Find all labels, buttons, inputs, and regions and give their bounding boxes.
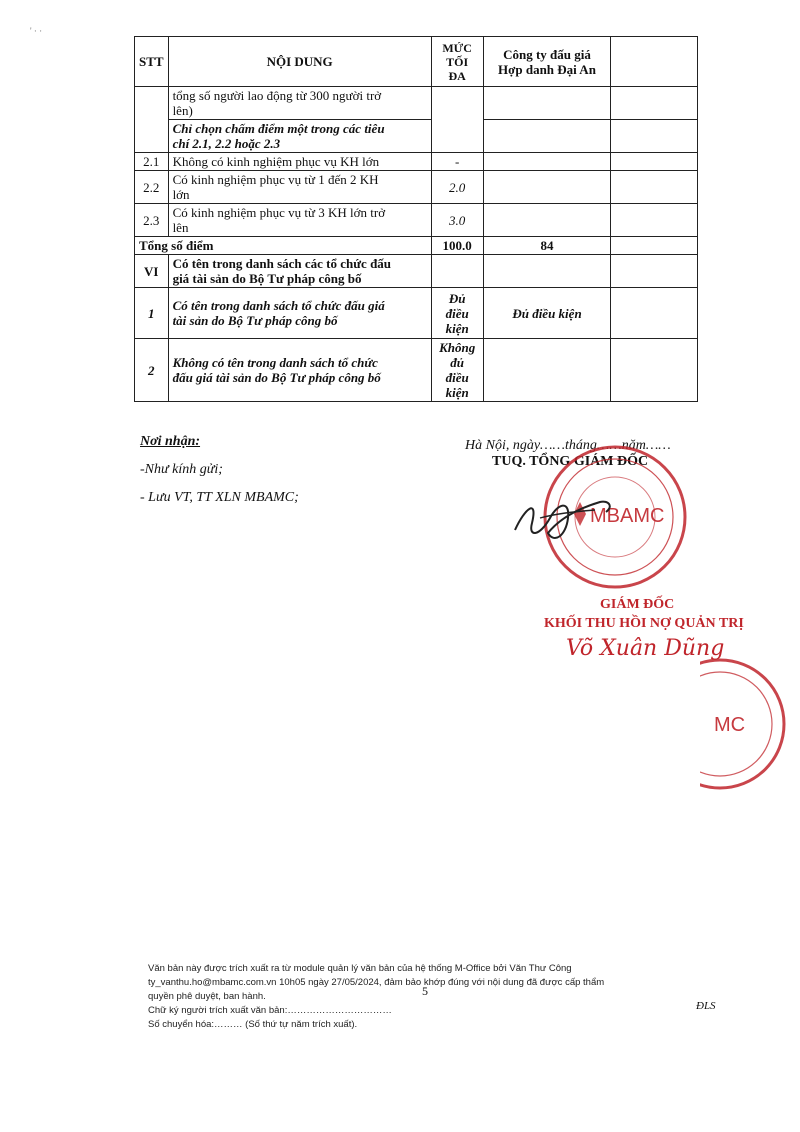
table-row-vi (135, 255, 698, 288)
signer-role-line2: KHỐI THU HỒI NỢ QUẢN TRỊ (544, 616, 744, 631)
table-row-2-1 (135, 153, 698, 171)
cell-stt: 2 (135, 339, 169, 402)
cell-content (168, 288, 431, 339)
cell-total-company: 84 (483, 237, 611, 255)
choose-line1: Chỉ chọn chấm điểm một trong các tiêu (172, 121, 385, 136)
cell-stt: 1 (135, 288, 169, 339)
header-company-line1: Công ty đấu giá (503, 46, 591, 62)
content-line2: giá tài sản do Bộ Tư pháp công bố (172, 271, 362, 286)
footer-line: quyền phê duyệt, ban hành. (148, 991, 266, 1002)
recipients-block (140, 428, 299, 512)
cell-extra-empty (611, 204, 698, 237)
content-line2: lên (172, 220, 189, 235)
header-max-line1: MỨC (442, 40, 472, 55)
cell-choose-note (168, 120, 431, 153)
cell-content (168, 204, 431, 237)
cell-max (431, 339, 483, 402)
table-row-continuation (135, 87, 698, 120)
cell-company: Đủ điều kiện (483, 288, 611, 339)
cell-content (168, 255, 431, 288)
cell-extra-empty (611, 153, 698, 171)
cell-extra-empty (611, 120, 698, 153)
cell-extra-empty (611, 87, 698, 120)
cell-max-empty (431, 255, 483, 288)
cell-company-empty (483, 339, 611, 402)
cell-continuation-text (168, 87, 431, 120)
cell-company-empty (483, 204, 611, 237)
partial-seal-icon (700, 656, 800, 796)
continuation-line1: tổng số người lao động từ 300 người trở (172, 88, 382, 103)
content-line2: lớn (172, 187, 190, 202)
handwritten-signature-icon (510, 488, 620, 548)
content-line2: tài sản do Bộ Tư pháp công bố (172, 313, 338, 328)
footer-note (148, 962, 648, 1032)
continuation-line2: lên) (172, 103, 193, 118)
header-max (431, 37, 483, 87)
signer-role-line1: GIÁM ĐỐC (600, 597, 675, 612)
table-row-2-3 (135, 204, 698, 237)
cell-extra-empty (611, 171, 698, 204)
table-row-2-2 (135, 171, 698, 204)
header-stt: STT (135, 37, 169, 87)
content-line1: Có tên trong danh sách các tổ chức đấu (172, 256, 392, 271)
cell-extra-empty (611, 339, 698, 402)
recipients-heading: Nơi nhận: (140, 434, 201, 449)
table-header-row (135, 37, 698, 87)
recipient-item: -Như kính gửi; (140, 462, 223, 477)
content-line1: Có tên trong danh sách tổ chức đấu giá (172, 298, 385, 313)
cell-company-empty (483, 171, 611, 204)
signer-name: Võ Xuân Dũng (566, 636, 725, 661)
cell-max: 2.0 (431, 171, 483, 204)
max-line2: điều (445, 305, 469, 321)
place-date: Hà Nội, ngày……tháng……năm…… (465, 438, 671, 453)
cell-stt: 2.3 (135, 204, 169, 237)
cell-max: 3.0 (431, 204, 483, 237)
page-number: 5 (422, 984, 428, 998)
max-line2: đủ (450, 355, 464, 370)
header-content: NỘI DUNG (168, 37, 431, 87)
footer-line: Văn bản này được trích xuất ra từ module quản lý văn bản của hệ thống M-Office bởi Văn Thư Công (148, 963, 572, 974)
content-line2: đấu giá tài sản do Bộ Tư pháp công bố (172, 370, 381, 385)
content-line1: Có kinh nghiệm phục vụ từ 3 KH lớn trở (172, 205, 386, 220)
footer-line: Chữ ký người trích xuất văn bản:…………………………… (148, 1005, 392, 1016)
max-line1: Đủ (448, 290, 466, 306)
cell-max: - (431, 153, 483, 171)
choose-line2: chí 2.1, 2.2 hoặc 2.3 (172, 136, 281, 151)
cell-company-empty (483, 153, 611, 171)
max-line3: kiện (445, 320, 469, 336)
max-line1: Không (439, 340, 476, 355)
cell-max (431, 288, 483, 339)
cell-stt: 2.1 (135, 153, 169, 171)
table-row-1 (135, 288, 698, 339)
recipient-item: - Lưu VT, TT XLN MBAMC; (140, 490, 299, 505)
header-extra (611, 37, 698, 87)
cell-max-empty (431, 87, 483, 153)
table-row-2 (135, 339, 698, 402)
cell-company-empty (483, 255, 611, 288)
header-company (483, 37, 611, 87)
seal-text: MBAMC (590, 505, 665, 527)
cell-total-max: 100.0 (431, 237, 483, 255)
cell-extra-empty (611, 237, 698, 255)
scan-mark: ' · · (30, 26, 43, 36)
cell-content (168, 339, 431, 402)
footer-line: Số chuyển hóa:……… (Số thứ tự năm trích xuất). (148, 1019, 358, 1030)
partial-seal-text: MC (714, 714, 746, 736)
cell-content (168, 171, 431, 204)
content-line1: Không có tên trong danh sách tổ chức (172, 355, 378, 370)
cell-content: Không có kinh nghiệm phục vụ KH lớn (168, 153, 431, 171)
cell-stt-empty (135, 87, 169, 153)
on-behalf-title: TUQ. TỔNG GIÁM ĐỐC (492, 454, 649, 469)
evaluation-table (134, 36, 698, 402)
header-max-line3: ĐA (448, 68, 466, 83)
max-line4: kiện (445, 385, 469, 400)
cell-extra-empty (611, 255, 698, 288)
cell-company-empty (483, 120, 611, 153)
cell-stt: 2.2 (135, 171, 169, 204)
cell-extra-empty (611, 288, 698, 339)
table-row-total (135, 237, 698, 255)
header-company-line2: Hợp danh Đại An (498, 61, 596, 77)
initials: ĐLS (696, 1000, 716, 1012)
footer-line: ty_vanthu.ho@mbamc.com.vn 10h05 ngày 27/05/2024, đảm bảo khớp đúng với nội dung đã được cấp thẩm (148, 977, 605, 988)
header-max-line2: TỐI (446, 54, 469, 69)
content-line1: Có kinh nghiệm phục vụ từ 1 đến 2 KH (172, 172, 379, 187)
cell-stt: VI (135, 255, 169, 288)
cell-company-empty (483, 87, 611, 120)
table-row-choose (135, 120, 698, 153)
cell-total-label: Tổng số điểm (135, 237, 432, 255)
max-line3: điều (445, 370, 469, 385)
